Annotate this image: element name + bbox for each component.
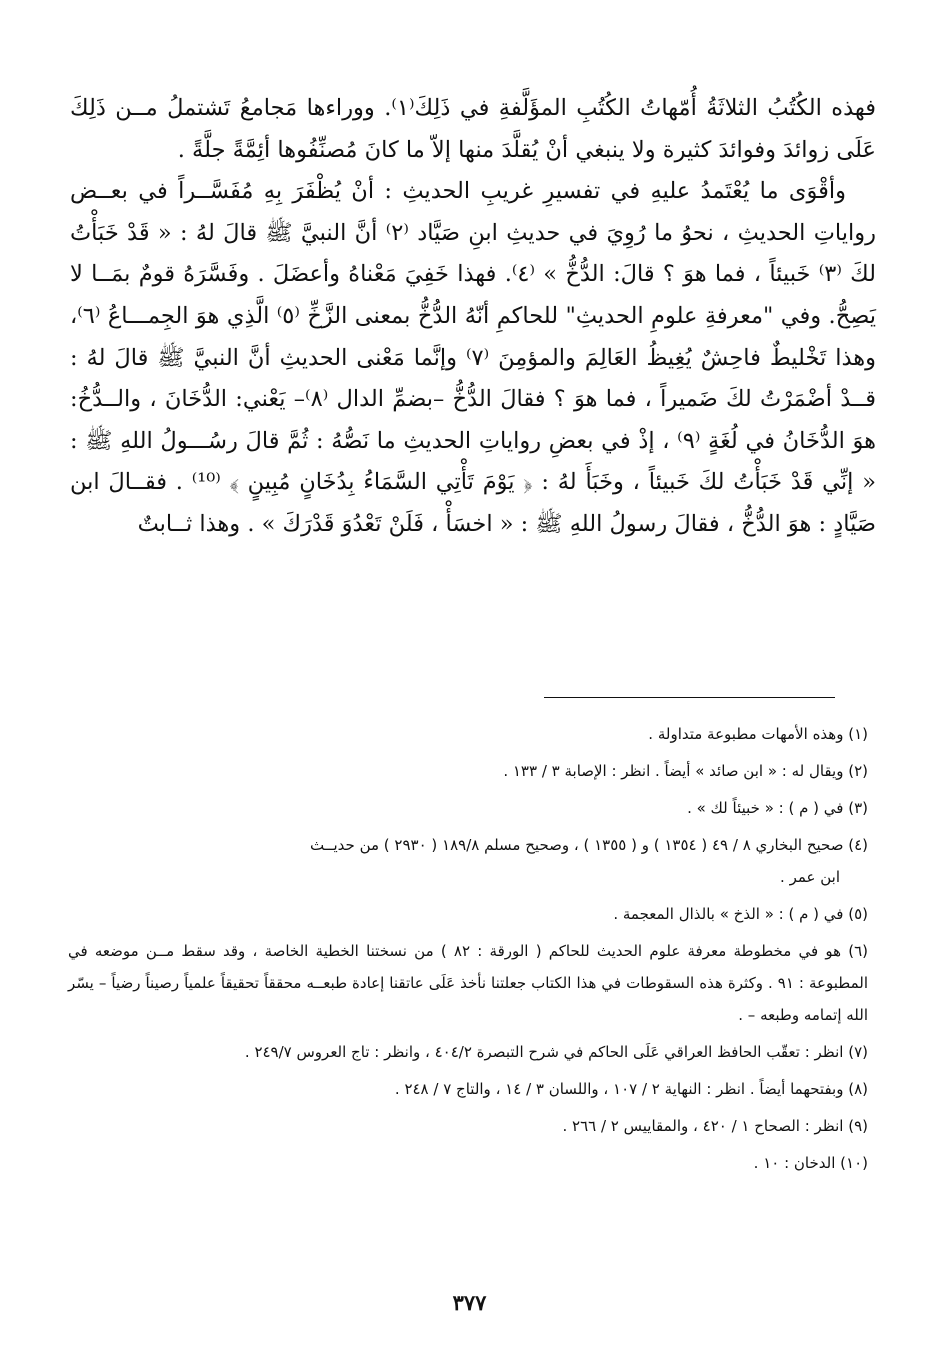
footnote-5: (٥) في ( م ) : « الذخ » بالذال المعجمة . xyxy=(613,905,868,923)
footnote-10: (١٠) الدخان : ١٠ . xyxy=(753,1154,868,1172)
footnote-8: (٨) وبفتحهما أيضاً . انظر : النهاية ٢ / ١٠٧ ، واللسان ٣ / ١٤ ، والتاج ٧ / ٢٤٨ . xyxy=(394,1080,868,1098)
footnote-1: (١) وهذه الأمهات مطبوعة متداولة . xyxy=(648,725,868,743)
main-text xyxy=(70,88,876,546)
footnote-9: (٩) انظر : الصحاح ١ / ٤٢٠ ، والمقاييس ٢ / ٢٦٦ . xyxy=(562,1117,868,1135)
footnote-6: (٦) هو في مخطوطة معرفة علوم الحديث للحاكم ( الورقة : ٨٢ ) من نسختنا الخطية الخاصة ، وقد سقط مــن موضعه في المطبوعة : ٩١ . وكثرة هذه السقوطات في هذا الكتاب جعلتنا نأخذ عَلَى عاتقنا إعادة طبعــه محققاً تحقيقاً علمياً رصيناً رضياً – يسّر الله إتمامه وطبعه – . xyxy=(68,942,868,1024)
paragraph-2: وأقْوَى ما يُعْتَمدُ عليهِ في تفسيرِ غريبِ الحديثِ : أنْ يُظْفَرَ بِهِ مُفَسَّــراً في بعــض رواياتِ الحديثِ ، نحوُ ما رُوِيَ في حديثِ ابنِ صَيَّاد ⁽٢⁾ أنَّ النبيَّ ﷺ قالَ لهُ : « قَدْ خَبَأْتُ لكَ ⁽٣⁾ خَبيئاً ، فما هوَ ؟ قالَ: الدُّخُّ » ⁽٤⁾. فهذا خَفِيَ مَعْناهُ وأعضَلَ . وفَسَّرَهُ قومٌ بمَــا لا يَصِحُّ. وفي "معرفةِ علومِ الحديثِ" للحاكمِ أنّهُ الدُّخُّ بمعنى الزَّخِّ ⁽٥⁾ الَّذِي هوَ الجِمـــاعُ ⁽٦⁾، وهذا تَخْليطٌ فاحِشٌ يُغِيظُ العَالِمَ والمؤمِنَ ⁽٧⁾ وإنَّما مَعْنى الحديثِ أنَّ النبيَّ ﷺ قالَ لهُ : قــدْ أضْمَرْتُ لكَ ضَميراً ، فما هوَ ؟ فقالَ الدُّخُّ –بضمِّ الدال ⁽٨⁾– يَعْني: الدُّخَانَ ، والــدُّخُ: هوَ الدُّخَانُ في لُغَةٍ ⁽٩⁾ ، إذْ في بعضِ رواياتِ الحديثِ ما نَصُّهُ : ثُمَّ قالَ رسُـــولُ اللهِ ﷺ : « إنِّي قَدْ خَبَأْتُ لكَ خَبيئاً ، وخَبَأَ لهُ : ﴿ يَوْمَ تَأْتِي السَّمَاءُ بِدُخَانٍ مُبِينٍ ﴾ ⁽¹⁰⁾ . فقــالَ ابن صَيَّادٍ : هوَ الدُّخُّ ، فقالَ رسولُ اللهِ ﷺ : « اخسَأْ ، فَلَنْ تَعْدُوَ قَدْرَكَ » . وهذا ثــابتٌ xyxy=(70,178,876,537)
footnote-4-line-1: (٤) صحيح البخاري ٨ / ٤٩ ( ١٣٥٤ ) و ( ١٣٥٥ ) ، وصحيح مسلم ١٨٩/٨ ( ٢٩٣٠ ) من حديــث xyxy=(309,836,868,854)
footnote-7: (٧) انظر : تعقّب الحافظ العراقي عَلَى الحاكم في شرح التبصرة ٤٠٤/٢ ، وانظر : تاج العروس ٢٤٩/٧ . xyxy=(244,1043,868,1061)
footnotes xyxy=(68,718,868,1184)
footnote-4 xyxy=(68,829,868,893)
footnote-2: (٢) ويقال له : « ابن صائد » أيضاً . انظر : الإصابة ٣ / ١٣٣ . xyxy=(503,762,868,780)
footnote-3: (٣) في ( م ) : « خبيئاً لك » . xyxy=(687,799,868,817)
footnote-4-line-2: ابن عمر . xyxy=(780,868,840,886)
footnote-separator xyxy=(544,697,835,698)
page-number: ٣٧٧ xyxy=(452,1290,487,1315)
paragraph-1: فهذه الكُتُبُ الثلاثَةُ أُمّهاتُ الكُتُبِ المؤَلَّفةِ في ذَلِكَ⁽١⁾. ووراءها مَجامعُ تَشتملُ مــن ذَلِكَ عَلَى زوائدَ وفوائدَ كثيرة ولا ينبغي أنْ يُقلَّدَ منها إلاّ ما كانَ مُصنِّفُوها أئِمَّةً جلَّةً . xyxy=(70,95,877,163)
